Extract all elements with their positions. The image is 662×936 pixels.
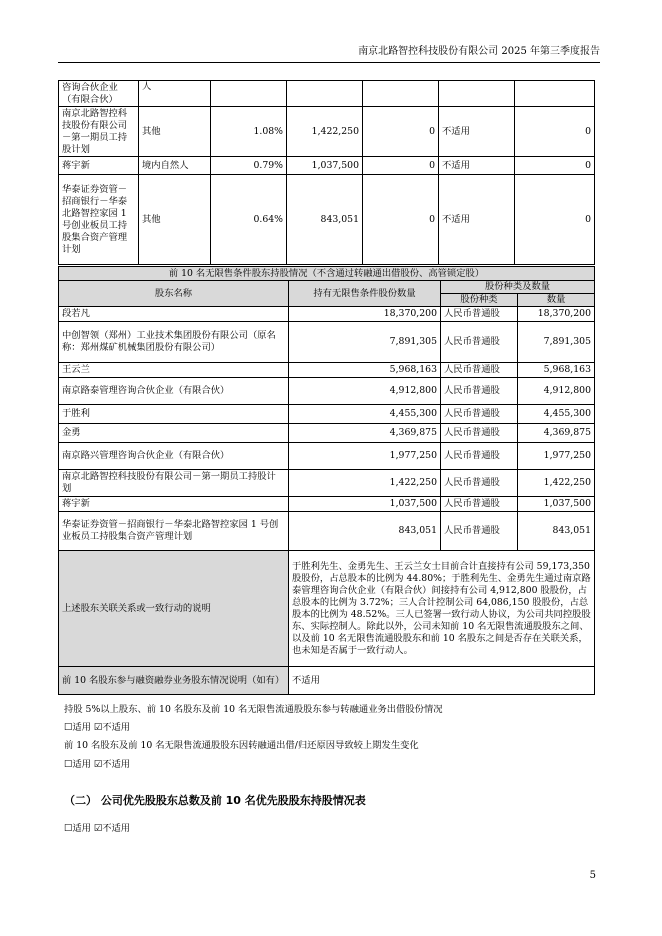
unrestricted-shares: 1,977,250 bbox=[289, 443, 441, 470]
share-type: 人民币普通股 bbox=[441, 378, 518, 405]
header-title: 南京北路智控科技股份有限公司 2025 年第三季度报告 bbox=[358, 46, 600, 57]
share-qty: 1,422,250 bbox=[518, 470, 595, 497]
pledge-qty: 0 bbox=[515, 157, 595, 175]
pledge-status: 不适用 bbox=[439, 157, 515, 175]
col-unrestricted-shares: 持有无限售条件股份数量 bbox=[289, 281, 441, 307]
share-type: 人民币普通股 bbox=[441, 322, 518, 363]
share-qty: 4,455,300 bbox=[518, 405, 595, 424]
unrestricted-shares: 1,422,250 bbox=[289, 470, 441, 497]
table-row bbox=[59, 157, 595, 175]
pledge-qty bbox=[515, 81, 595, 107]
restricted-shares: 0 bbox=[363, 107, 439, 157]
holder-name: 咨询合伙企业（有限合伙） bbox=[59, 81, 139, 107]
unrestricted-shares: 7,891,305 bbox=[289, 322, 441, 363]
holder-nature: 人 bbox=[139, 81, 211, 107]
section-title: 前 10 名无限售条件股东持股情况（不含通过转融通出借股份、高管锁定股） bbox=[59, 267, 595, 281]
unrestricted-shares: 4,455,300 bbox=[289, 405, 441, 424]
pledge-qty: 0 bbox=[515, 175, 595, 265]
holding-shares: 1,422,250 bbox=[287, 107, 363, 157]
lending-change-applicability: ☐适用 ☑不适用 bbox=[64, 759, 131, 770]
table-row bbox=[59, 307, 595, 322]
col-share-type: 股份种类 bbox=[441, 294, 518, 307]
holder-name: 华泰证券资管－招商银行－华泰北路智控家园 1 号创业板员工持股集合资产管理计划 bbox=[59, 512, 289, 551]
share-type: 人民币普通股 bbox=[441, 497, 518, 512]
table-row bbox=[59, 424, 595, 443]
holder-name: 南京路兴管理咨询合伙企业（有限合伙） bbox=[59, 443, 289, 470]
table-row bbox=[59, 107, 595, 157]
related-parties-row bbox=[59, 551, 595, 667]
table-row bbox=[59, 175, 595, 265]
holder-name: 南京北路智控科技股份有限公司－第一期员工持股计划 bbox=[59, 470, 289, 497]
share-qty: 5,968,163 bbox=[518, 363, 595, 378]
page-number: 5 bbox=[589, 870, 596, 881]
page-header bbox=[58, 44, 600, 63]
share-type: 人民币普通股 bbox=[441, 307, 518, 322]
pledge-status: 不适用 bbox=[439, 107, 515, 157]
table-row bbox=[59, 470, 595, 497]
share-type: 人民币普通股 bbox=[441, 512, 518, 551]
unrestricted-shares: 843,051 bbox=[289, 512, 441, 551]
holding-ratio bbox=[211, 81, 287, 107]
holder-name: 南京路泰管理咨询合伙企业（有限合伙） bbox=[59, 378, 289, 405]
share-type: 人民币普通股 bbox=[441, 405, 518, 424]
table-row bbox=[59, 405, 595, 424]
restricted-shares: 0 bbox=[363, 175, 439, 265]
table-row bbox=[59, 378, 595, 405]
pledge-status: 不适用 bbox=[439, 175, 515, 265]
share-qty: 4,369,875 bbox=[518, 424, 595, 443]
pledge-status bbox=[439, 81, 515, 107]
share-type: 人民币普通股 bbox=[441, 424, 518, 443]
unrestricted-shares: 4,369,875 bbox=[289, 424, 441, 443]
holder-name: 蒋宇新 bbox=[59, 497, 289, 512]
holder-name: 段若凡 bbox=[59, 307, 289, 322]
holder-name: 华泰证券资管－招商银行－华泰北路智控家园 1 号创业板员工持股集合资产管理计划 bbox=[59, 175, 139, 265]
share-qty: 843,051 bbox=[518, 512, 595, 551]
restricted-shares bbox=[363, 81, 439, 107]
preferred-shares-applicability: ☐适用 ☑不适用 bbox=[64, 823, 131, 834]
table-row bbox=[59, 497, 595, 512]
margin-trading-label: 前 10 名股东参与融资融券业务股东情况说明（如有） bbox=[59, 667, 289, 695]
unrestricted-shares: 5,968,163 bbox=[289, 363, 441, 378]
pledge-qty: 0 bbox=[515, 107, 595, 157]
unrestricted-shares: 4,912,800 bbox=[289, 378, 441, 405]
col-type-group: 股份种类及数量 bbox=[441, 281, 595, 294]
holder-nature: 境内自然人 bbox=[139, 157, 211, 175]
header-row bbox=[59, 281, 595, 294]
lending-applicability: ☐适用 ☑不适用 bbox=[64, 722, 131, 733]
share-type: 人民币普通股 bbox=[441, 443, 518, 470]
lending-disclosure-text: 持股 5%以上股东、前 10 名股东及前 10 名无限售流通股股东参与转融通业务出借股份情况 bbox=[64, 704, 443, 715]
share-qty: 7,891,305 bbox=[518, 322, 595, 363]
table-row bbox=[59, 443, 595, 470]
lending-change-text: 前 10 名股东及前 10 名无限售流通股股东因转融通出借/归还原因导致较上期发生变化 bbox=[64, 740, 419, 751]
holder-name: 蒋宇新 bbox=[59, 157, 139, 175]
holder-name: 王云兰 bbox=[59, 363, 289, 378]
margin-trading-row bbox=[59, 667, 595, 695]
margin-trading-value: 不适用 bbox=[289, 667, 595, 695]
holding-ratio: 0.79% bbox=[211, 157, 287, 175]
holding-shares: 1,037,500 bbox=[287, 157, 363, 175]
holder-name: 南京北路智控科技股份有限公司－第一期员工持股计划 bbox=[59, 107, 139, 157]
share-type: 人民币普通股 bbox=[441, 363, 518, 378]
share-qty: 1,977,250 bbox=[518, 443, 595, 470]
table-row bbox=[59, 512, 595, 551]
holding-shares: 843,051 bbox=[287, 175, 363, 265]
table-row bbox=[59, 322, 595, 363]
share-qty: 18,370,200 bbox=[518, 307, 595, 322]
holder-name: 金勇 bbox=[59, 424, 289, 443]
unrestricted-shares: 1,037,500 bbox=[289, 497, 441, 512]
holding-ratio: 1.08% bbox=[211, 107, 287, 157]
share-qty: 4,912,800 bbox=[518, 378, 595, 405]
holder-name: 于胜利 bbox=[59, 405, 289, 424]
related-parties-label: 上述股东关联关系或一致行动的说明 bbox=[59, 551, 289, 667]
table-row bbox=[59, 81, 595, 107]
unrestricted-shares: 18,370,200 bbox=[289, 307, 441, 322]
unrestricted-shareholders-table bbox=[58, 266, 595, 695]
preferred-shares-section-title: （二） 公司优先股股东总数及前 10 名优先股股东持股情况表 bbox=[64, 794, 366, 807]
holding-shares bbox=[287, 81, 363, 107]
top-shareholders-table bbox=[58, 80, 595, 265]
table-row bbox=[59, 363, 595, 378]
holder-name: 中创智领（郑州）工业技术集团股份有限公司（原名称：郑州煤矿机械集团股份有限公司） bbox=[59, 322, 289, 363]
share-type: 人民币普通股 bbox=[441, 470, 518, 497]
restricted-shares: 0 bbox=[363, 157, 439, 175]
related-parties-text: 于胜利先生、金勇先生、王云兰女士目前合计直接持有公司 59,173,350 股股份，占总股本的比例为 44.80%；于胜利先生、金勇先生通过南京路泰管理咨询合伙企业（有限合伙）间接持有公司 4,912,800 股股份，占总股本的比例为 3.72%；三人合计控制公司 64,086,150 股股份，占总股本的比例为 48.52%。三人已签署一致行动人协议，为公司共同控股股东、实际控制人。除此以外，公司未知前 10 名无限售流通股股东之间、以及前 10 名无限售流通股股东和前 10 名股东之间是否存在关联关系，也未知是否属于一致行动人。 bbox=[289, 551, 595, 667]
holder-nature: 其他 bbox=[139, 175, 211, 265]
share-qty: 1,037,500 bbox=[518, 497, 595, 512]
col-holder-name: 股东名称 bbox=[59, 281, 289, 307]
col-share-qty: 数量 bbox=[518, 294, 595, 307]
holder-nature: 其他 bbox=[139, 107, 211, 157]
section-title-row bbox=[59, 267, 595, 281]
holding-ratio: 0.64% bbox=[211, 175, 287, 265]
